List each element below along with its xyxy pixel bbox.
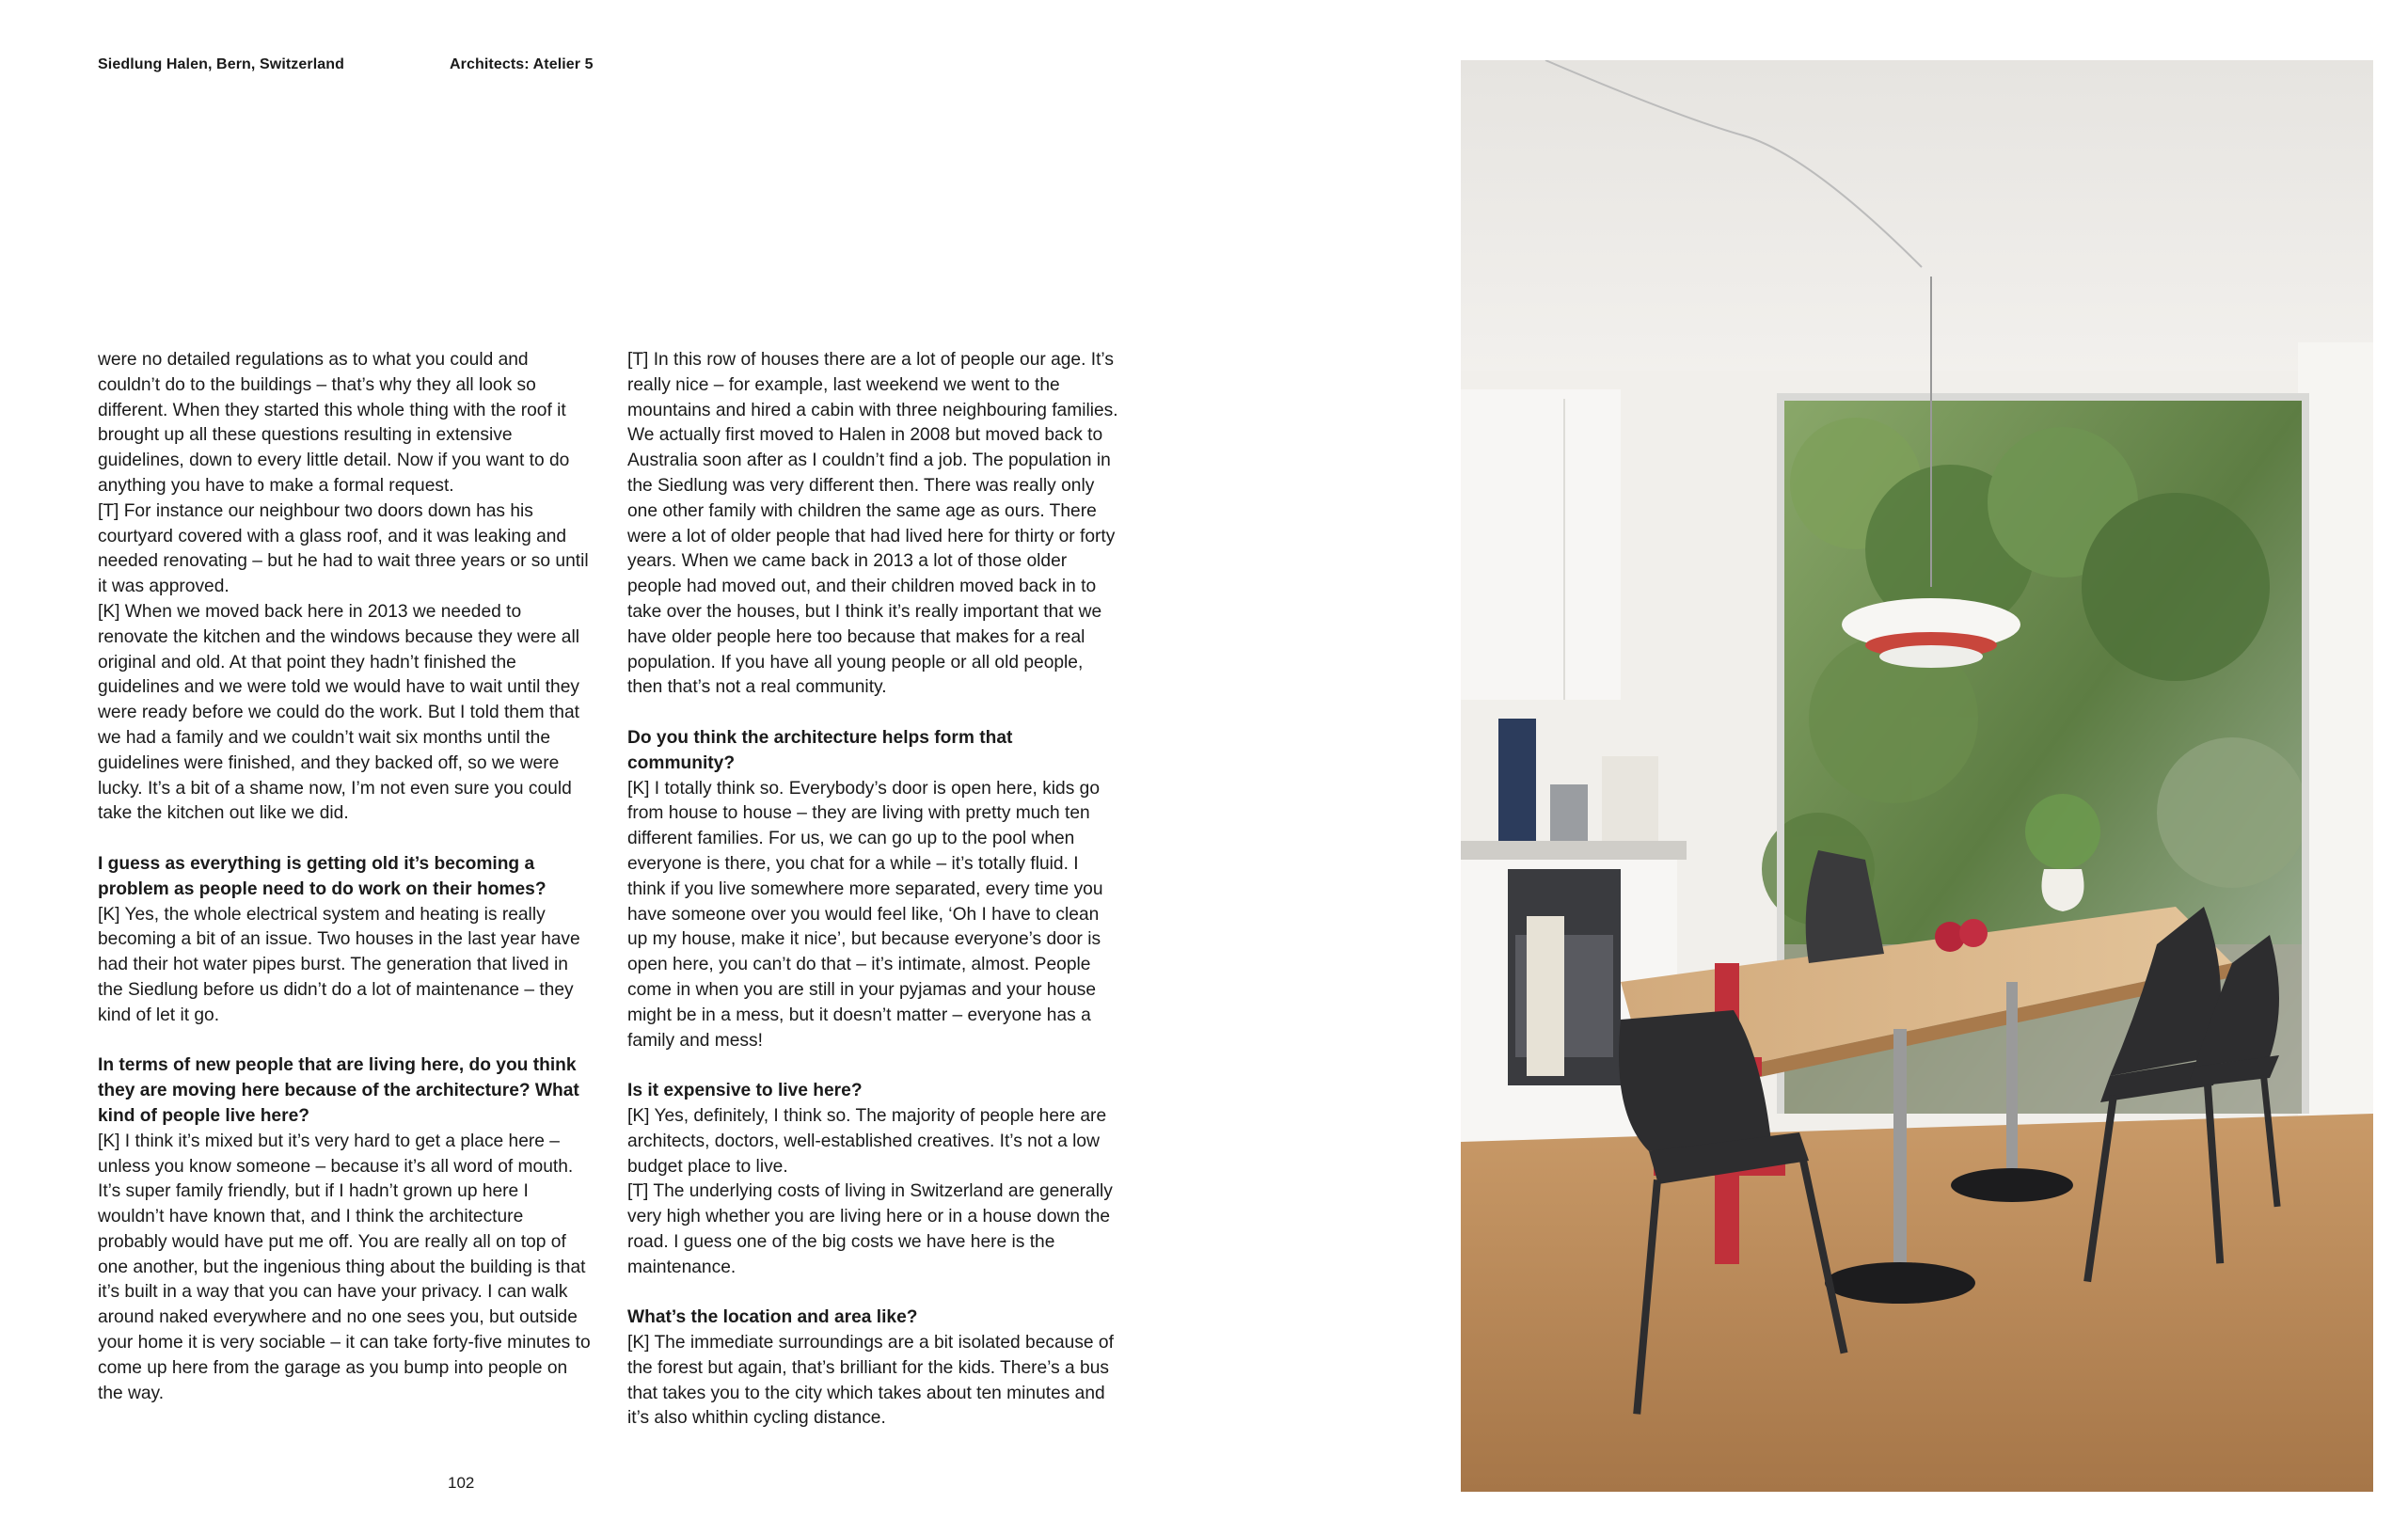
paragraph: [T] The underlying costs of living in Switzerland are generally very high whether you are living here or in a house down the road. I guess one of the big costs we have here is the maintenance. — [627, 1181, 1113, 1277]
paragraph: [K] The immediate surroundings are a bit isolated because of the forest but again, that’s brilliant for the kids. There’s a bus that takes you to the city which takes about ten minutes and it’s also whithin cycling distance. — [627, 1333, 1114, 1429]
interview-question: Is it expensive to live here? — [627, 1081, 863, 1101]
interview-question: Do you think the architecture helps form that community? — [627, 727, 1013, 773]
upper-cabinets — [1461, 389, 1621, 700]
paragraph: [K] Yes, definitely, I think so. The majority of people here are architects, doctors, well-established creatives. It’s not a low budget place to live. — [627, 1105, 1107, 1177]
kitchen-dining-photo — [1461, 60, 2373, 1492]
text-column-right — [627, 348, 1121, 1432]
interview-question: I guess as everything is getting old it’s becoming a problem as people need to do work on their homes? — [98, 853, 547, 899]
text-column-left — [98, 348, 592, 1406]
interview-question: In terms of new people that are living here, do you think they are moving here because of the architecture? What kind of people live here? — [98, 1055, 579, 1126]
interview-question: What’s the location and area like? — [627, 1307, 918, 1328]
paragraph: [T] For instance our neighbour two doors down has his courtyard covered with a glass roof, and it was leaking and needed renovating – but he had to wait three years or so until it was approved. — [98, 500, 589, 597]
page-number: 102 — [448, 1474, 475, 1492]
paragraph: [K] Yes, the whole electrical system and heating is really becoming a bit of an issue. Two houses in the last year have had their hot water pipes burst. The generation that lived in the Siedlung before us didn’t do a lot of maintenance – they kind of let it go. — [98, 904, 580, 1025]
paragraph: [T] In this row of houses there are a lot of people our age. It’s really nice – for example, last weekend we went to the mountains and hired a cabin with three neighbouring families. We actually first moved to Halen in 2008 but moved back to Australia soon after as I couldn’t find a job. The population in the Siedlung was very different then. There was really only one other family with children the same age as ours. There were a lot of older people that had lived here for thirty or forty years. When we came back in 2013 a lot of those older people had moved out, and their children moved back in to take over the houses, but I think it’s really important that we have older people here too because that makes for a real population. If you have all young people or all old people, then that’s not a real community. — [627, 350, 1118, 698]
ceiling — [1461, 60, 2373, 399]
header-location: Siedlung Halen, Bern, Switzerland — [98, 56, 345, 72]
paragraph: were no detailed regulations as to what you could and couldn’t do to the buildings – that’s why they all look so different. When they started this whole thing with the roof it brought up all these questions resulting in extensive guidelines, down to every little detail. Now if you want to do anything you have to make a formal request. — [98, 350, 570, 496]
paragraph: [K] I think it’s mixed but it’s very hard to get a place here – unless you know someone – because it’s all word of mouth. It’s super family friendly, but if I hadn’t grown up here I wouldn’t have known that, and I think the architecture probably would have put me off. You are really all on top of one another, but the ingenious thing about the building is that it’s built in a way that you can have your privacy. I can walk around naked everywhere and no one sees you, but outside your home it is very sociable – it can take forty-five minutes to come up here from the garage as you bump into people on the way. — [98, 1131, 591, 1403]
header-architects: Architects: Atelier 5 — [450, 56, 594, 72]
paragraph: [K] When we moved back here in 2013 we needed to renovate the kitchen and the windows because they were all original and old. At that point they hadn’t finished the guidelines and we were told we would have to wait until they were ready before we could do the work. But I told them that we had a family and we couldn’t wait six months until the guidelines were finished, and they backed off, so we were lucky. It’s a bit of a shame now, I’m not even sure you could take the kitchen out like we did. — [98, 601, 579, 824]
kitchen-counter — [1461, 841, 1687, 860]
paragraph: [K] I totally think so. Everybody’s door is open here, kids go from house to house – they are living with pretty much ten different families. For us, we can go up to the pool when everyone is there, you chat for a while – it’s totally fluid. I think if you live somewhere more separated, every time you have someone over you would feel like, ‘Oh I have to clean up my house, make it nice’, but because everyone’s door is open here, you can’t do that – it’s intimate, almost. People come in when you are still in your pyjamas and your house might be in a mess, but it doesn’t matter – everyone has a family and mess! — [627, 778, 1103, 1051]
